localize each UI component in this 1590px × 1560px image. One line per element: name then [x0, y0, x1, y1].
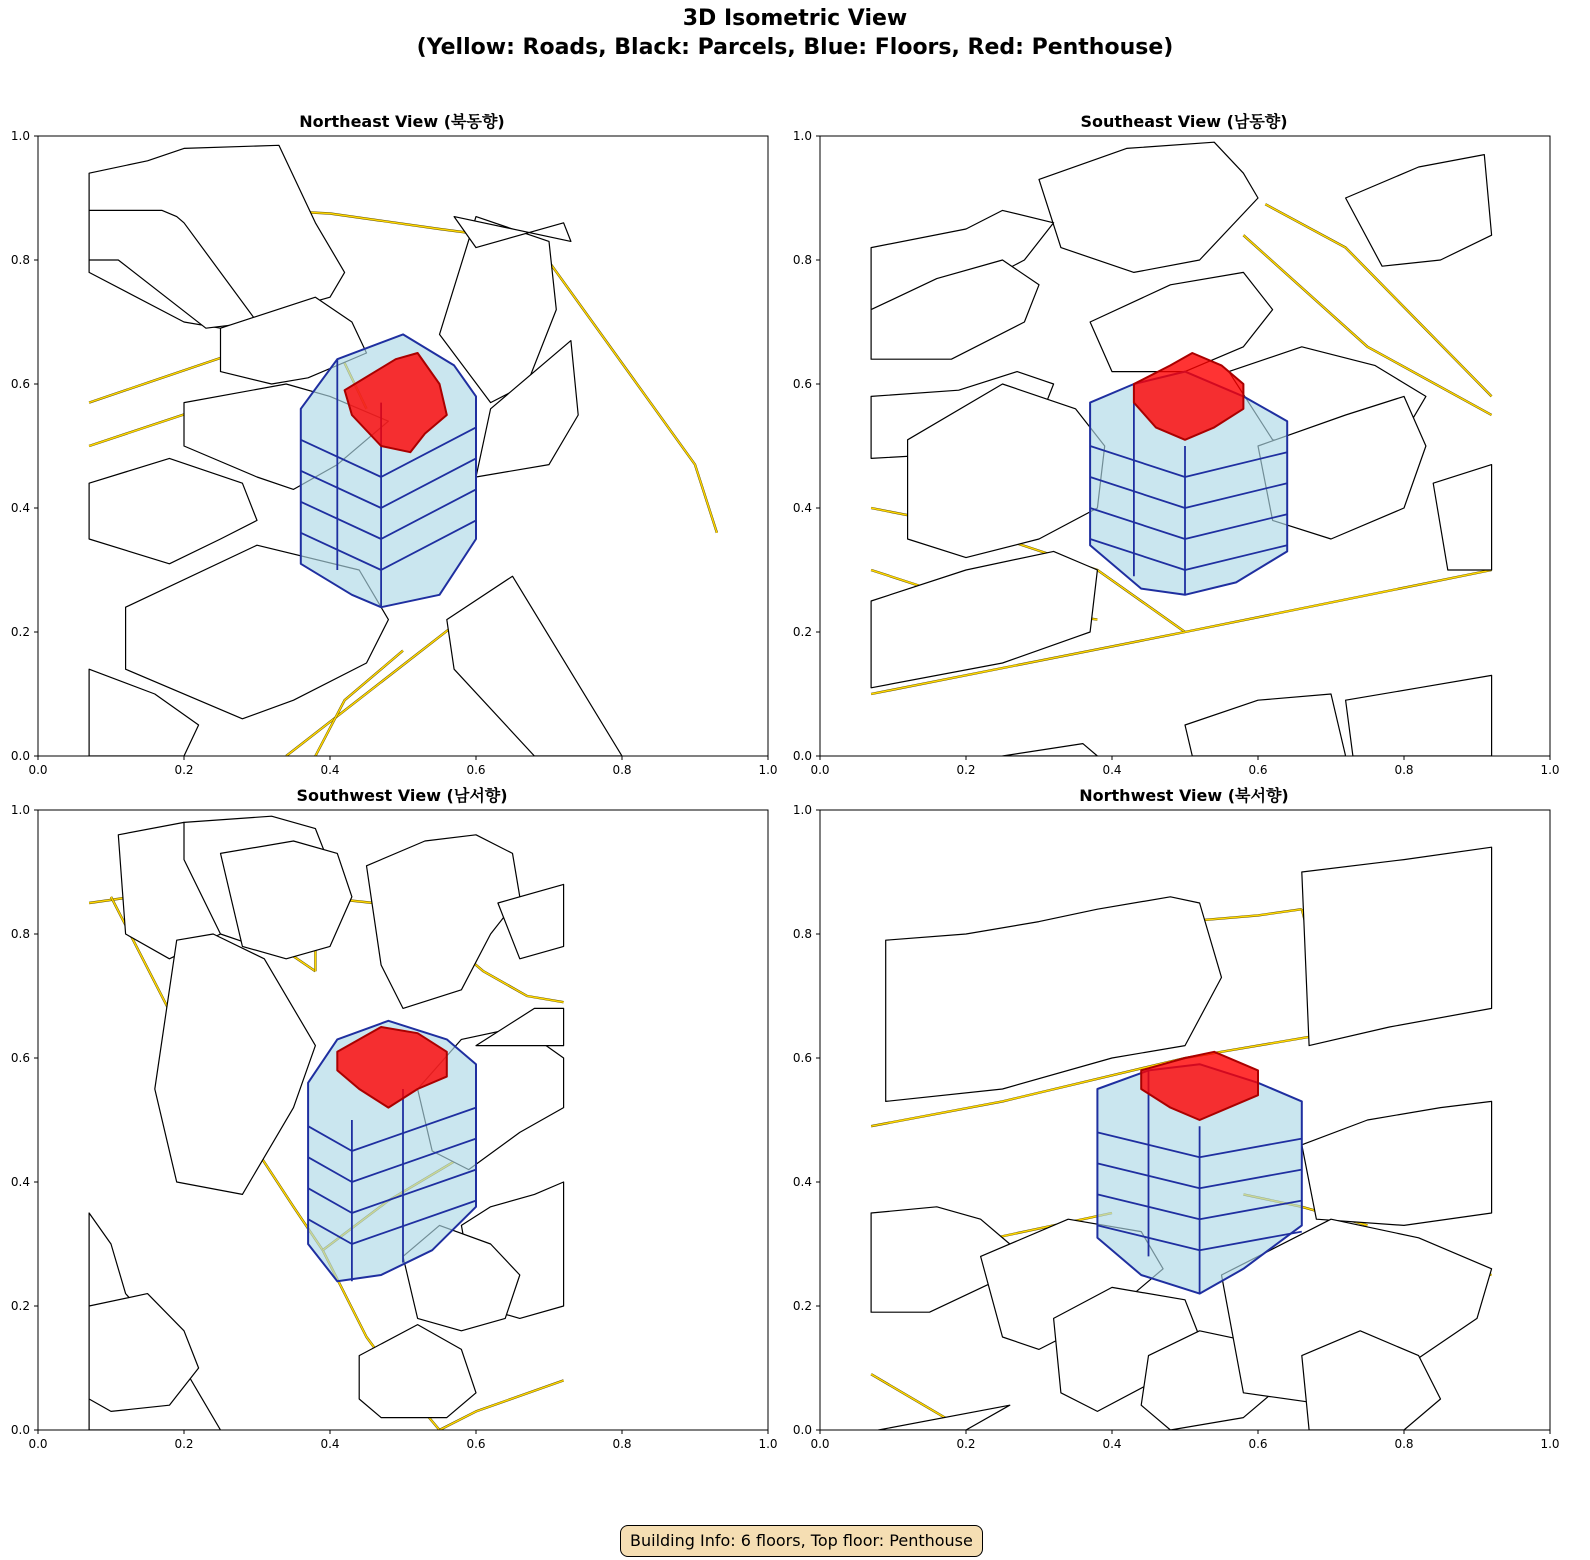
northeast-view-x-tick-label-1: 0.2	[174, 763, 194, 777]
southwest-view-x-tick-label-0: 0.0	[28, 1437, 48, 1451]
northwest-view-x-tick-label-4: 0.8	[1394, 1437, 1414, 1451]
northwest-view-parcel-building-2	[1302, 1101, 1492, 1225]
northwest-view-y-tick-label-1: 0.2	[792, 1299, 812, 1313]
southeast-view-parcel-building-11	[1185, 694, 1346, 756]
northeast-view-x-tick-label-3: 0.6	[466, 763, 486, 777]
southeast-view-parcel-building-6	[1090, 272, 1273, 371]
southeast-view-parcel-building-5	[871, 551, 1097, 687]
northwest-view-plot	[782, 784, 1562, 1464]
southeast-view-y-tick-label-1: 0.2	[792, 625, 812, 639]
southwest-view-x-tick-label-2: 0.4	[320, 1437, 340, 1451]
southeast-view-parcel-building-9	[1346, 155, 1492, 267]
northwest-view-parcel-building-9	[878, 1405, 1009, 1430]
northeast-view-x-tick-label-2: 0.4	[320, 763, 340, 777]
southwest-view-y-tick-label-4: 0.8	[10, 927, 30, 941]
northeast-view-x-tick-label-4: 0.8	[612, 763, 632, 777]
northwest-view-scene	[871, 847, 1492, 1430]
panel-northeast-view	[0, 110, 780, 790]
southeast-view-x-tick-label-4: 0.8	[1394, 763, 1414, 777]
southeast-view-y-tick-label-5: 1.0	[792, 129, 812, 143]
northeast-view-x-tick-label-5: 1.0	[758, 763, 778, 777]
panel-southwest-view	[0, 784, 780, 1464]
northwest-view-y-tick-label-0: 0.0	[792, 1423, 812, 1437]
panel-northwest-view	[782, 784, 1562, 1464]
southwest-view-parcel-building-3	[155, 934, 316, 1194]
northeast-view-title: Northeast View (북동향)	[299, 112, 505, 131]
southeast-view-parcel-building-12	[1346, 675, 1492, 756]
southwest-view-y-tick-label-2: 0.4	[10, 1175, 30, 1189]
northwest-view-y-tick-label-4: 0.8	[792, 927, 812, 941]
southeast-view-scene	[871, 142, 1492, 756]
southeast-view-y-tick-label-3: 0.6	[792, 377, 812, 391]
southwest-view-x-tick-label-5: 1.0	[758, 1437, 778, 1451]
northeast-view-axes	[11, 129, 778, 777]
southeast-view-x-tick-label-2: 0.4	[1102, 763, 1122, 777]
northwest-view-axes	[793, 803, 1560, 1451]
figure-title-line-2: (Yellow: Roads, Black: Parcels, Blue: Floors, Red: Penthouse)	[416, 35, 1174, 60]
southeast-view-axes	[793, 129, 1560, 777]
southwest-view-y-tick-label-3: 0.6	[10, 1051, 30, 1065]
southwest-view-parcel-building-10	[359, 1325, 476, 1418]
northwest-view-x-tick-label-3: 0.6	[1248, 1437, 1268, 1451]
southeast-view-y-tick-label-4: 0.8	[792, 253, 812, 267]
southwest-view-title: Southwest View (남서향)	[296, 786, 508, 805]
southeast-view-parcel-building-13	[1003, 744, 1098, 756]
southwest-view-scene	[89, 816, 563, 1430]
northeast-view-y-tick-label-2: 0.4	[10, 501, 30, 515]
southeast-view-y-tick-label-2: 0.4	[792, 501, 812, 515]
northeast-view-y-tick-label-0: 0.0	[10, 749, 30, 763]
northeast-view-scene	[89, 145, 717, 756]
southwest-view-parcel-building-7	[476, 1008, 564, 1045]
panel-southeast-view	[782, 110, 1562, 790]
northeast-view-plot	[0, 110, 780, 790]
southwest-view-y-tick-label-1: 0.2	[10, 1299, 30, 1313]
southeast-view-y-tick-label-0: 0.0	[792, 749, 812, 763]
southeast-view-x-tick-label-1: 0.2	[956, 763, 976, 777]
southeast-view-plot	[782, 110, 1562, 790]
northwest-view-y-tick-label-3: 0.6	[792, 1051, 812, 1065]
southwest-view-plot	[0, 784, 780, 1464]
building-info-box: Building Info: 6 floors, Top floor: Penthouse	[620, 1525, 983, 1557]
southwest-view-parcel-building-4	[367, 835, 520, 1009]
southeast-view-title: Southeast View (남동향)	[1080, 112, 1288, 131]
northeast-view-y-tick-label-3: 0.6	[10, 377, 30, 391]
southwest-view-x-tick-label-4: 0.8	[612, 1437, 632, 1451]
southeast-view-parcel-building-10	[1433, 465, 1491, 570]
southeast-view-x-tick-label-0: 0.0	[810, 763, 830, 777]
southeast-view-x-tick-label-5: 1.0	[1540, 763, 1560, 777]
northeast-view-y-tick-label-1: 0.2	[10, 625, 30, 639]
southwest-view-x-tick-label-1: 0.2	[174, 1437, 194, 1451]
northeast-view-parcel-building-10	[447, 576, 622, 756]
southeast-view-x-tick-label-3: 0.6	[1248, 763, 1268, 777]
northwest-view-x-tick-label-5: 1.0	[1540, 1437, 1560, 1451]
northwest-view-y-tick-label-2: 0.4	[792, 1175, 812, 1189]
northwest-view-title: Northwest View (북서향)	[1079, 786, 1289, 805]
northwest-view-parcel-building-1	[1302, 847, 1492, 1045]
northwest-view-x-tick-label-0: 0.0	[810, 1437, 830, 1451]
northeast-view-x-tick-label-0: 0.0	[28, 763, 48, 777]
northeast-view-y-tick-label-5: 1.0	[10, 129, 30, 143]
northwest-view-x-tick-label-2: 0.4	[1102, 1437, 1122, 1451]
southwest-view-y-tick-label-5: 1.0	[10, 803, 30, 817]
southeast-view-parcel-building-0	[1039, 142, 1258, 272]
northeast-view-parcel-building-4	[89, 458, 257, 563]
northwest-view-y-tick-label-5: 1.0	[792, 803, 812, 817]
figure-title	[0, 4, 1590, 62]
northeast-view-y-tick-label-4: 0.8	[10, 253, 30, 267]
southwest-view-y-tick-label-0: 0.0	[10, 1423, 30, 1437]
southwest-view-axes	[11, 803, 778, 1451]
northwest-view-x-tick-label-1: 0.2	[956, 1437, 976, 1451]
figure-title-line-1: 3D Isometric View	[682, 6, 908, 31]
southwest-view-x-tick-label-3: 0.6	[466, 1437, 486, 1451]
